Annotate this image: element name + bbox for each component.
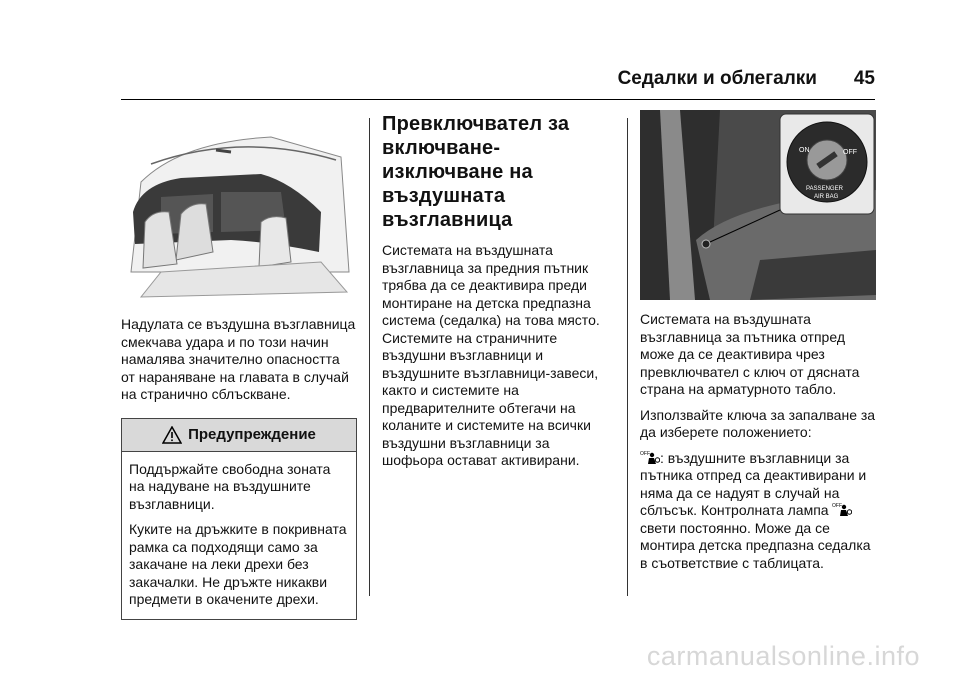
- paragraph-fragment: : въздушните възглавници за пътника отпред са деактивирани и няма да се надуят в случай на сблъсък. Контролната лампа: [640, 449, 867, 518]
- page-header: [121, 62, 875, 100]
- warning-header: [122, 419, 356, 452]
- airbag-off-icon: [640, 450, 660, 466]
- body-paragraph: [640, 450, 876, 573]
- switch-passenger-label: PASSENGER: [806, 186, 843, 192]
- warning-body: [122, 452, 356, 619]
- column-divider: [627, 118, 628, 596]
- warning-title: Предупреждение: [188, 426, 316, 443]
- body-paragraph: Надулата се въздушна възглавница смекчава удара и по този начин намалява значително опасността от нараняване на главата в случай на странично сблъскване.: [121, 316, 356, 402]
- svg-text:OFF: OFF: [832, 503, 843, 509]
- warning-box: [121, 418, 357, 620]
- curtain-airbag-illustration: [121, 122, 357, 302]
- warning-triangle-icon: [162, 426, 182, 444]
- body-paragraph: Системата на въздушната възглавница за пътника отпред може да се деактивира чрез превключвател с ключ от дясната страна на арматурното табло.: [640, 311, 860, 397]
- body-paragraph: Системата на въздушната възглавница за предния пътник трябва да се деактивира преди монтиране на детска предпазна система (седалка) на това място. Системите на страничните въздушни възглавници и въздушните възглавници-завеси, както и системите на предварителните обтегачи на коланите и системите на всички въздушни възглавници за шофьора остават активирани.: [382, 242, 600, 468]
- warning-paragraph: Куките на дръжките в покривната рамка са подходящи само за закачане на леки дрехи без закачалки. Не дръжте никакви предмети в окачените дрехи.: [129, 521, 347, 607]
- switch-airbag-label: AIR BAG: [814, 194, 839, 200]
- column-divider: [369, 118, 370, 596]
- switch-off-label: OFF: [843, 149, 857, 156]
- svg-text:OFF: OFF: [640, 450, 650, 457]
- column-right: [640, 110, 876, 580]
- warning-paragraph: Поддържайте свободна зоната на надуване на въздушните възглавници.: [129, 460, 331, 512]
- switch-on-label: ON: [799, 147, 810, 154]
- watermark: carmanualsonline.info: [646, 641, 920, 671]
- header-rule: [121, 99, 875, 100]
- airbag-switch-photo: [640, 110, 876, 300]
- section-heading: Превключвател за включване-изключване на въздушната възглавница: [382, 113, 570, 231]
- column-middle: [382, 110, 614, 478]
- column-left: [121, 110, 357, 620]
- body-paragraph: Използвайте ключа за запалване за да изберете положението:: [640, 406, 876, 440]
- page-number: 45: [853, 68, 875, 89]
- section-title: Седалки и облегалки: [617, 68, 817, 89]
- paragraph-fragment: свети постоянно. Може да се монтира детска предпазна седалка в съответствие с таблицата.: [640, 519, 871, 571]
- airbag-off-lamp-icon: [832, 502, 852, 518]
